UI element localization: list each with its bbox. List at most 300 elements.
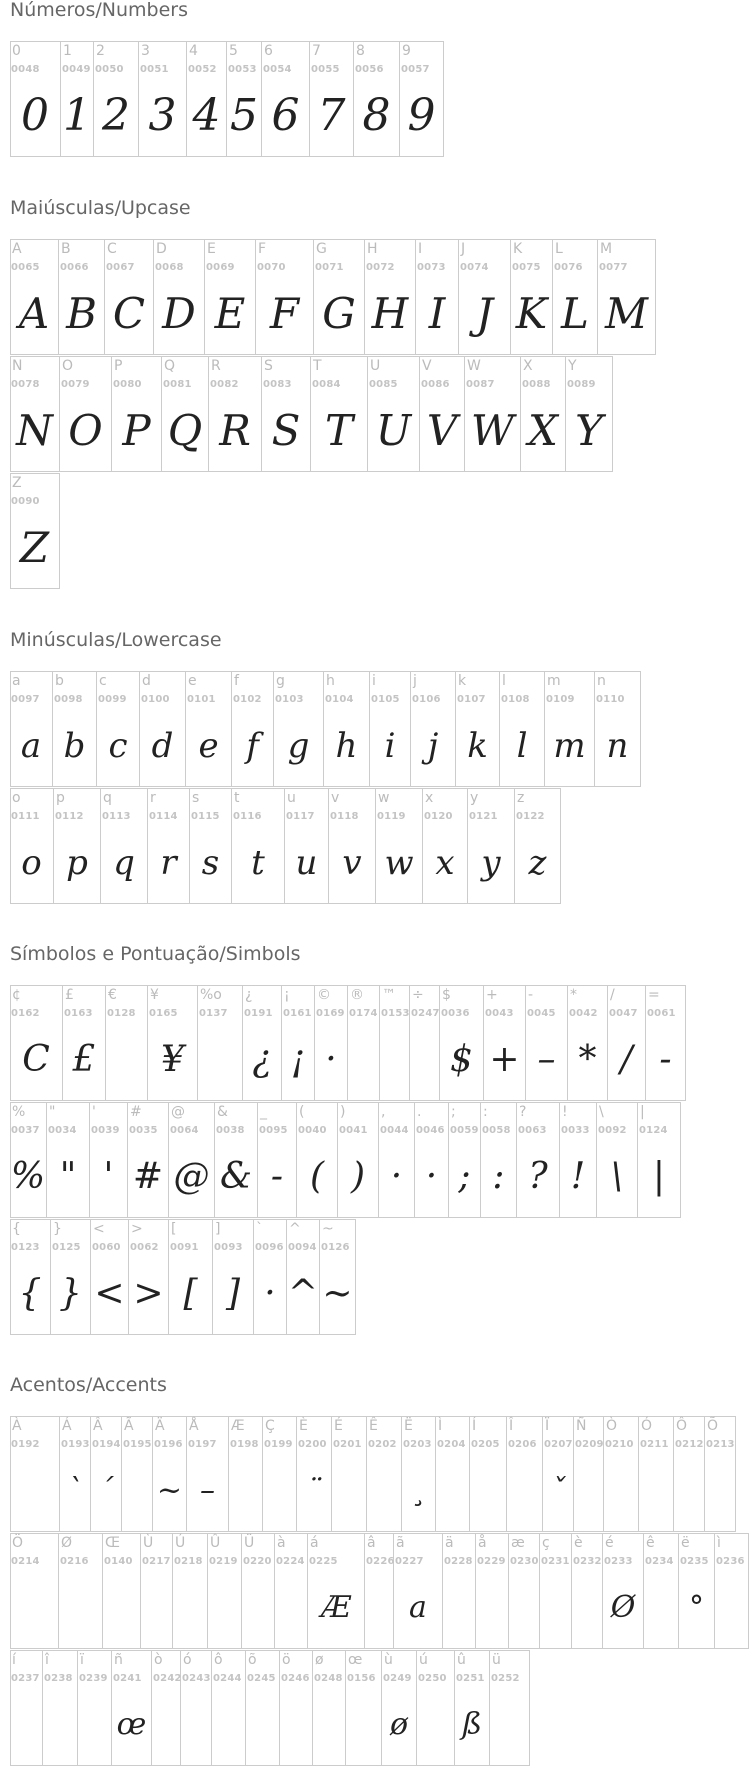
glyph-code-label: 0237 [11,1673,40,1684]
glyph-cell [263,1417,297,1531]
glyph-code-label: 0087 [466,379,495,390]
glyph-row [10,1416,736,1532]
glyph-sample: Ø [610,1590,636,1625]
glyph-code-label: 0091 [170,1242,199,1253]
glyph-code-label: 0203 [403,1439,432,1450]
glyph-code-label: 0124 [639,1125,668,1136]
glyph-character-label: Ö [12,1535,24,1551]
glyph-cell [61,42,94,156]
glyph-cell [324,672,370,786]
glyph-character-label: ÷ [412,987,424,1003]
glyph-sample [348,1028,379,1092]
glyph-cell [10,1220,51,1334]
section-title: Acentos/Accents [10,1374,167,1396]
glyph-code-label: 0072 [366,262,395,273]
glyph-cell [715,1534,749,1648]
glyph-cell [53,672,97,786]
glyph-code-label: 0227 [395,1556,424,1567]
glyph-sample: L [561,289,589,338]
glyph-cell [285,789,329,903]
glyph-character-label: ¡ [284,987,290,1003]
glyph-code-label: 0041 [339,1125,368,1136]
glyph-code-label: 0062 [130,1242,159,1253]
glyph-code-label: 0103 [275,694,304,705]
glyph-code-label: 0036 [441,1008,470,1019]
glyph-character-label: Û [210,1535,221,1551]
glyph-code-label: 0098 [54,694,83,705]
glyph-character-label: å [478,1535,487,1551]
glyph-code-label: 0074 [460,262,489,273]
glyph-cell [553,240,598,354]
glyph-code-label: 0252 [491,1673,520,1684]
glyph-sample: W [470,406,515,455]
glyph-code-label: 0084 [312,379,341,390]
glyph-sample: g [287,726,310,766]
glyph-character-label: 9 [402,43,411,59]
glyph-character-label: $ [442,987,451,1003]
glyph-sample: ø [389,1707,409,1742]
glyph-cell [91,1220,129,1334]
glyph-character-label: Q [164,358,176,374]
glyph-character-label: 4 [189,43,198,59]
glyph-row [10,239,656,355]
glyph-sample [212,1693,245,1757]
glyph-sample [639,1459,673,1523]
glyph-cell [101,789,148,903]
glyph-code-label: 0225 [309,1556,338,1567]
glyph-sample: - [659,1039,672,1080]
glyph-code-label: 0089 [567,379,596,390]
glyph-character-label: ( [299,1104,305,1120]
glyph-character-label: Z [12,475,22,491]
glyph-cell [365,1534,394,1648]
glyph-character-label: ^ [289,1221,301,1237]
glyph-character-label: | [640,1104,645,1120]
glyph-sample: - [270,1156,284,1197]
glyph-sample: * [578,1039,597,1080]
glyph-sample [443,1576,475,1640]
glyph-character-label: a [12,673,21,689]
glyph-sample [313,1693,345,1757]
glyph-row [10,788,561,904]
glyph-character-label: _ [260,1104,267,1120]
glyph-character-label: T [313,358,322,374]
glyph-character-label: â [367,1535,376,1551]
glyph-code-label: 0035 [129,1125,158,1136]
glyph-character-label: Õ [707,1418,719,1434]
glyph-sample [674,1459,704,1523]
glyph-sample: # [132,1156,164,1197]
glyph-code-label: 0162 [11,1008,40,1019]
glyph-code-label: 0075 [512,262,541,273]
glyph-character-label: } [53,1221,62,1237]
glyph-character-label: Î [509,1418,514,1434]
glyph-cell [354,42,400,156]
glyph-character-label: X [523,358,533,374]
glyph-character-label: v [331,790,340,806]
glyph-sample: } [59,1273,82,1314]
glyph-sample [275,1576,307,1640]
glyph-sample: b [63,726,86,766]
glyph-code-label: 0083 [263,379,292,390]
glyph-code-label: 0165 [149,1008,178,1019]
glyph-cell [141,1534,173,1648]
glyph-sample: + [489,1039,520,1080]
glyph-sample: ; [458,1156,471,1197]
glyph-cell [215,1103,258,1217]
glyph-sample: t [251,843,265,883]
glyph-sample [540,1576,571,1640]
glyph-sample [332,1459,366,1523]
glyph-character-label: { [12,1221,21,1237]
glyph-code-label: 0060 [92,1242,121,1253]
glyph-character-label: Ï [545,1418,550,1434]
glyph-sample: Q [167,406,203,455]
glyph-cell [10,789,54,903]
glyph-sample: ° [689,1590,704,1625]
glyph-character-label: ® [350,987,364,1003]
glyph-cell [275,1534,308,1648]
glyph-cell [646,986,686,1100]
glyph-cell [423,789,468,903]
glyph-character-label: V [422,358,432,374]
glyph-cell [320,1220,356,1334]
glyph-code-label: 0040 [298,1125,327,1136]
glyph-code-label: 0174 [349,1008,378,1019]
glyph-cell [212,1651,246,1765]
glyph-character-label: Ò [606,1418,618,1434]
glyph-character-label: ñ [114,1652,123,1668]
glyph-character-label: w [378,790,390,806]
glyph-code-label: 0092 [598,1125,627,1136]
glyph-code-label: 0115 [191,811,220,822]
glyph-character-label: à [277,1535,286,1551]
glyph-code-label: 0207 [544,1439,573,1450]
glyph-sample: q [113,843,135,883]
glyph-code-label: 0079 [61,379,90,390]
glyph-cell [229,1417,263,1531]
glyph-character-label: o [12,790,21,806]
glyph-code-label: 0070 [257,262,286,273]
glyph-sample: | [652,1156,666,1197]
glyph-code-label: 0064 [170,1125,199,1136]
glyph-sample: d [151,726,174,766]
glyph-character-label: 0 [12,43,21,59]
glyph-code-label: 0102 [233,694,262,705]
glyph-sample: S [271,406,301,455]
glyph-cell [313,1651,346,1765]
glyph-character-label: ã [396,1535,405,1551]
glyph-code-label: 0243 [182,1673,211,1684]
glyph-cell [543,1417,574,1531]
glyph-row [10,985,686,1101]
glyph-sample: A [18,289,50,338]
glyph-sample: u [295,843,318,883]
glyph-character-label: d [142,673,151,689]
glyph-code-label: 0045 [527,1008,556,1019]
glyph-character-label: . [417,1104,422,1120]
glyph-character-label: 8 [356,43,365,59]
glyph-cell [10,474,60,588]
glyph-code-label: 0125 [52,1242,81,1253]
glyph-character-label: ¥ [150,987,159,1003]
glyph-sample [59,1576,102,1640]
glyph-character-label: ö [282,1652,291,1668]
glyph-code-label: 0116 [233,811,262,822]
glyph-row [10,1533,749,1649]
glyph-code-label: 0080 [113,379,142,390]
glyph-sample: > [133,1273,164,1314]
glyph-character-label: ú [419,1652,428,1668]
glyph-cell [198,986,243,1100]
glyph-code-label: 0099 [98,694,127,705]
glyph-sample: ¥ [161,1039,184,1080]
glyph-character-label: R [211,358,221,374]
glyph-code-label: 0110 [596,694,625,705]
glyph-sample: { [18,1273,42,1314]
glyph-character-label: ó [183,1652,192,1668]
glyph-code-label: 0235 [680,1556,709,1567]
glyph-sample: ~ [322,1273,353,1314]
glyph-code-label: 0109 [546,694,575,705]
glyph-character-label: Ù [143,1535,154,1551]
glyph-cell [59,1534,103,1648]
glyph-cell [227,42,262,156]
glyph-cell [97,672,140,786]
glyph-code-label: 0049 [62,64,91,75]
glyph-character-label: 6 [264,43,273,59]
glyph-cell [443,1534,476,1648]
glyph-cell [262,42,310,156]
glyph-sample: – [200,1473,215,1508]
glyph-code-label: 0081 [163,379,192,390]
glyph-character-label: á [310,1535,319,1551]
glyph-code-label: 0219 [209,1556,238,1567]
glyph-sample [152,1693,180,1757]
glyph-sample: J [476,289,493,338]
glyph-character-label: ) [340,1104,346,1120]
glyph-cell [459,240,511,354]
glyph-cell [129,1220,169,1334]
glyph-cell [254,1220,287,1334]
glyph-character-label: í [12,1652,16,1668]
glyph-character-label: U [370,358,381,374]
glyph-cell [148,986,198,1100]
glyph-sample: f [246,726,259,766]
glyph-sample: j [427,726,439,766]
glyph-character-label: M [600,241,613,257]
glyph-sample: @ [173,1156,210,1197]
glyph-sample: w [384,843,414,883]
glyph-sample [380,1028,409,1092]
glyph-sample: B [66,289,97,338]
glyph-cell [169,1103,215,1217]
glyph-cell [365,240,416,354]
glyph-sample [346,1693,381,1757]
glyph-code-label: 0245 [247,1673,276,1684]
glyph-sample [574,1459,603,1523]
glyph-sample: M [604,289,648,338]
glyph-sample: 1 [63,90,91,141]
glyph-cell [187,42,227,156]
glyph-cell [213,1220,254,1334]
glyph-code-label: 0251 [456,1673,485,1684]
glyph-character-label: ì [717,1535,721,1551]
glyph-code-label: 0094 [288,1242,317,1253]
glyph-code-label: 0231 [541,1556,570,1567]
glyph-code-label: 0220 [243,1556,272,1567]
glyph-character-label: ê [646,1535,655,1551]
glyph-sample: P [122,406,151,455]
glyph-sample [644,1576,678,1640]
glyph-code-label: 0242 [153,1673,182,1684]
glyph-sample: < [94,1273,125,1314]
glyph-cell [604,1417,639,1531]
glyph-character-label: 3 [141,43,150,59]
glyph-code-label: 0123 [11,1242,40,1253]
glyph-character-label: P [114,358,123,374]
glyph-code-label: 0085 [369,379,398,390]
glyph-code-label: 0218 [174,1556,203,1567]
glyph-code-label: 0236 [716,1556,745,1567]
glyph-character-label: ù [384,1652,393,1668]
glyph-cell [140,672,186,786]
glyph-code-label: 0238 [44,1673,73,1684]
section-title: Minúsculas/Lowercase [10,629,222,651]
glyph-row [10,1650,530,1766]
glyph-cell [455,1651,490,1765]
glyph-character-label: S [264,358,273,374]
glyph-character-label: " [49,1104,56,1120]
glyph-code-label: 0201 [333,1439,362,1450]
glyph-sample: k [467,726,488,766]
glyph-sample: ¨ [306,1473,322,1508]
glyph-character-label: Ã [124,1418,134,1434]
glyph-row [10,356,613,472]
glyph-code-label: 0246 [281,1673,310,1684]
glyph-code-label: 0066 [60,262,89,273]
glyph-sample: ^ [287,1273,319,1314]
glyph-sample: a [20,726,42,766]
glyph-sample [10,1693,42,1757]
glyph-cell [545,672,595,786]
glyph-cell [509,1534,540,1648]
glyph-sample: 5 [230,90,258,141]
glyph-cell [449,1103,481,1217]
glyph-sample [242,1576,274,1640]
glyph-cell [481,1103,517,1217]
glyph-character-label: b [55,673,64,689]
glyph-row [10,671,641,787]
glyph-character-label: ¢ [12,987,21,1003]
glyph-cell [91,1417,122,1531]
glyph-character-label: F [258,241,267,257]
glyph-cell [10,42,61,156]
glyph-code-label: 0241 [113,1673,142,1684]
glyph-sample [246,1693,279,1757]
glyph-cell [148,789,190,903]
glyph-sample [43,1693,77,1757]
glyph-cell [314,240,365,354]
glyph-code-label: 0211 [640,1439,669,1450]
glyph-code-label: 0197 [188,1439,217,1450]
glyph-cell [500,672,545,786]
glyph-cell [476,1534,509,1648]
glyph-row [10,1219,356,1335]
glyph-sample: X [528,406,558,455]
glyph-character-label: N [12,358,23,374]
glyph-cell [106,986,148,1100]
glyph-character-label: Ú [175,1535,186,1551]
glyph-sample: Y [575,406,603,455]
glyph-sample: V [426,406,458,455]
glyph-cell [310,42,354,156]
glyph-cell [370,672,411,786]
glyph-cell [262,357,311,471]
glyph-code-label: 0169 [316,1008,345,1019]
glyph-cell [242,1534,275,1648]
glyph-code-label: 0234 [645,1556,674,1567]
glyph-code-label: 0051 [140,64,169,75]
glyph-character-label: @ [171,1104,185,1120]
glyph-sample: " [59,1156,77,1197]
glyph-sample: 7 [317,90,346,141]
glyph-code-label: 0037 [11,1125,40,1136]
glyph-character-label: i [372,673,376,689]
glyph-cell [456,672,500,786]
glyph-code-label: 0194 [92,1439,121,1450]
glyph-character-label: Ä [155,1418,165,1434]
glyph-character-label: œ [348,1652,363,1668]
glyph-cell [540,1534,572,1648]
glyph-cell [186,672,232,786]
glyph-sample: o [21,843,42,883]
glyph-cell [10,1651,43,1765]
glyph-code-label: 0068 [155,262,184,273]
glyph-sample: E [214,289,246,338]
glyph-sample: ˇ [550,1473,566,1508]
glyph-cell [348,986,380,1100]
glyph-cell [639,1417,674,1531]
glyph-sample: m [553,726,586,766]
glyph-code-label: 0192 [11,1439,40,1450]
glyph-character-label: K [513,241,523,257]
glyph-code-label: 0048 [11,64,40,75]
glyph-character-label: m [547,673,561,689]
glyph-cell [190,789,232,903]
glyph-character-label: * [570,987,577,1003]
glyph-sample: ? [528,1156,548,1197]
glyph-cell [128,1103,169,1217]
glyph-character-label: I [418,241,423,257]
glyph-sample [715,1576,748,1640]
glyph-character-label: ë [681,1535,690,1551]
glyph-cell [346,1651,382,1765]
glyph-code-label: 0232 [573,1556,602,1567]
glyph-cell [181,1651,212,1765]
glyph-code-label: 0076 [554,262,583,273]
glyph-code-label: 0217 [142,1556,171,1567]
glyph-cell [60,1417,91,1531]
glyph-sample [280,1693,312,1757]
glyph-cell [394,1534,443,1648]
glyph-character-label: : [483,1104,488,1120]
glyph-character-label: H [367,241,378,257]
glyph-sample: · [390,1156,403,1197]
glyph-cell [515,789,561,903]
glyph-cell [122,1417,153,1531]
glyph-sample [705,1459,735,1523]
